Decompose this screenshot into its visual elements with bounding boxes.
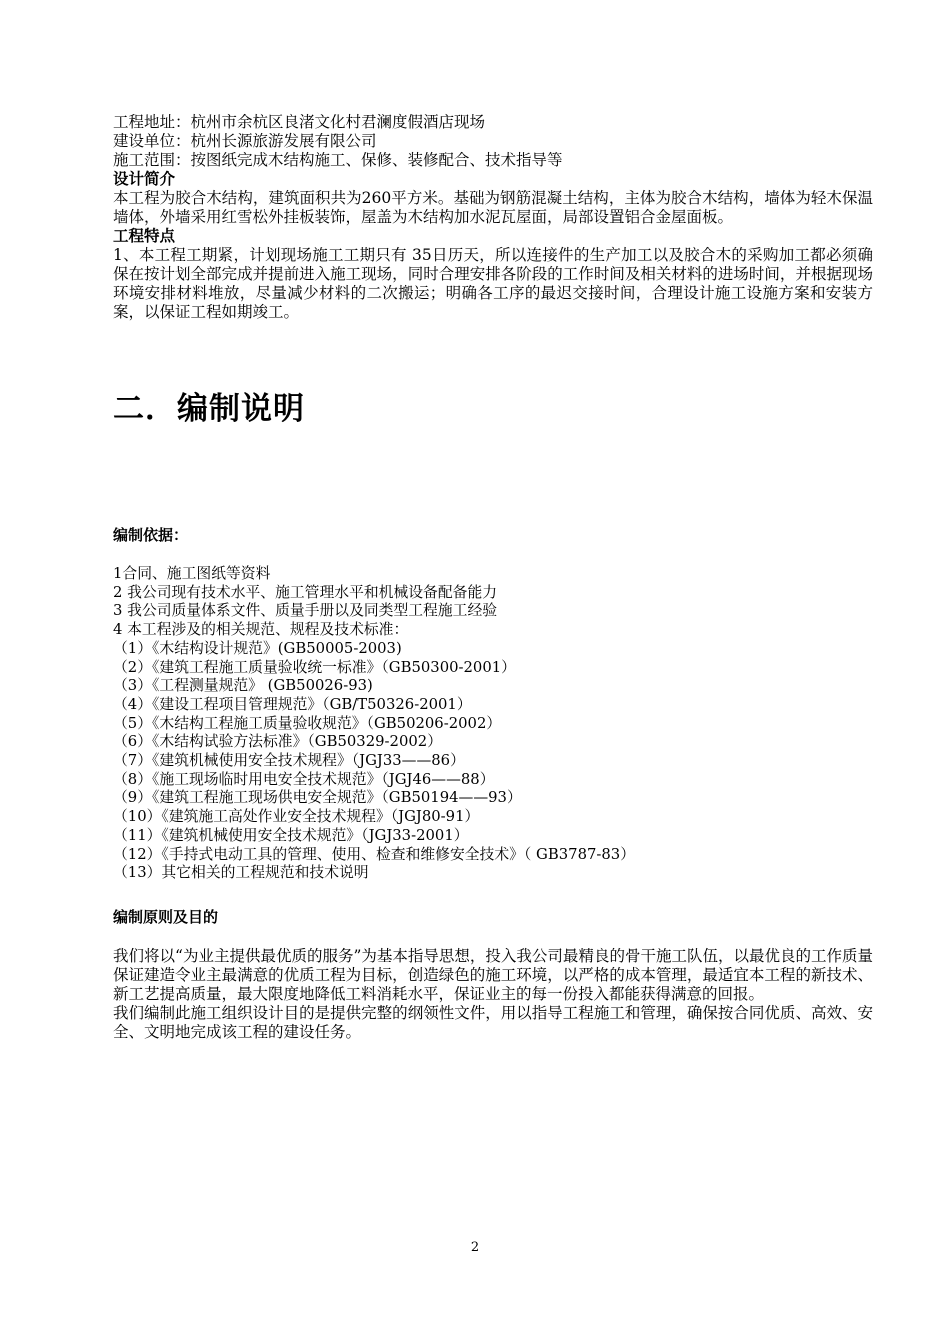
basis-heading: 编制依据： [113,526,189,544]
list-item: （11）《建筑机械使用安全技术规范》（JGJ33-2001） [113,826,469,844]
principles-paragraph-1: 我们将以“为业主提供最优质的服务”为基本指导思想，投入我公司最精良的骨干施工队伍，以最优良的工作质量保证建造令业主最满意的优质工程为目标，创造绿色的施工环境，以严格的成本管理，最适宜本工程的新技术、新工艺提高质量，最大限度地降低工料消耗水平，保证业主的每一份投入都能获得满意的回报。 [113,947,873,1003]
design-intro-text: 本工程为胶合木结构，建筑面积共为260平方米。基础为钢筋混凝土结构，主体为胶合木结构，墙体为轻木保温墙体，外墙采用红雪松外挂板装饰，屋盖为木结构加水泥瓦屋面，局部设置铝合金屋面板。 [113,189,873,226]
section-title [113,390,873,428]
principles-body [113,947,873,1042]
basis-heading-block [113,526,873,545]
list-item: （3）《工程测量规范》 (GB50026-93) [113,677,373,695]
list-item: （10）《建筑施工高处作业安全技术规程》（JGJ80-91） [113,808,480,826]
list-item: （13）其它相关的工程规范和技术说明 [113,864,369,882]
design-intro-heading: 设计简介 [113,170,176,188]
section-heading: 二．编制说明 [113,391,305,427]
project-owner: 建设单位：杭州长源旅游发展有限公司 [113,132,377,150]
list-item: （12）《手持式电动工具的管理、使用、检查和维修安全技术》（ GB3787-83） [113,845,636,863]
list-item: （6）《木结构试验方法标准》（GB50329-2002） [113,733,442,751]
features-heading: 工程特点 [113,227,176,245]
principles-heading: 编制原则及目的 [113,908,219,926]
list-item: （2）《建筑工程施工质量验收统一标准》（GB50300-2001） [113,658,516,676]
project-scope: 施工范围：按图纸完成木结构施工、保修、装修配合、技术指导等 [113,151,563,169]
list-item: 2 我公司现有技术水平、施工管理水平和机械设备配备能力 [113,583,498,601]
page-number: 2 [470,1240,480,1255]
project-info [113,113,873,322]
features-text: 1、本工程工期紧，计划现场施工工期只有 35日历天，所以连接件的生产加工以及胶合木的采购加工都必须确保在按计划全部完成并提前进入施工现场，同时合理安排各阶段的工作时间及相关材料的进场时间，并根据现场环境安排材料堆放，尽量减少材料的二次搬运；明确各工序的最迟交接时间，合理设计施工设施方案和安装方案，以保证工程如期竣工。 [113,246,873,321]
list-item: 3 我公司质量体系文件、质量手册以及同类型工程施工经验 [113,602,498,620]
basis-list [113,565,873,883]
list-item: （8）《施工现场临时用电安全技术规范》（JGJ46——88） [113,770,495,788]
principles-paragraph-2: 我们编制此施工组织设计目的是提供完整的纲领性文件，用以指导工程施工和管理，确保按合同优质、高效、安全、文明地完成该工程的建设任务。 [113,1004,873,1041]
list-item: （9）《建筑工程施工现场供电安全规范》（GB50194——93） [113,789,522,807]
list-item: （1）《木结构设计规范》(GB50005-2003) [113,639,402,657]
list-item: 1合同、施工图纸等资料 [113,565,271,582]
project-address: 工程地址：杭州市余杭区良渚文化村君澜度假酒店现场 [113,113,486,131]
list-item: 4 本工程涉及的相关规范、规程及技术标准： [113,621,409,639]
principles-heading-block [113,908,873,927]
list-item: （4）《建设工程项目管理规范》（GB/T50326-2001） [113,695,472,713]
list-item: （7）《建筑机械使用安全技术规程》（JGJ33——86） [113,752,465,770]
list-item: （5）《木结构工程施工质量验收规范》（GB50206-2002） [113,714,502,732]
